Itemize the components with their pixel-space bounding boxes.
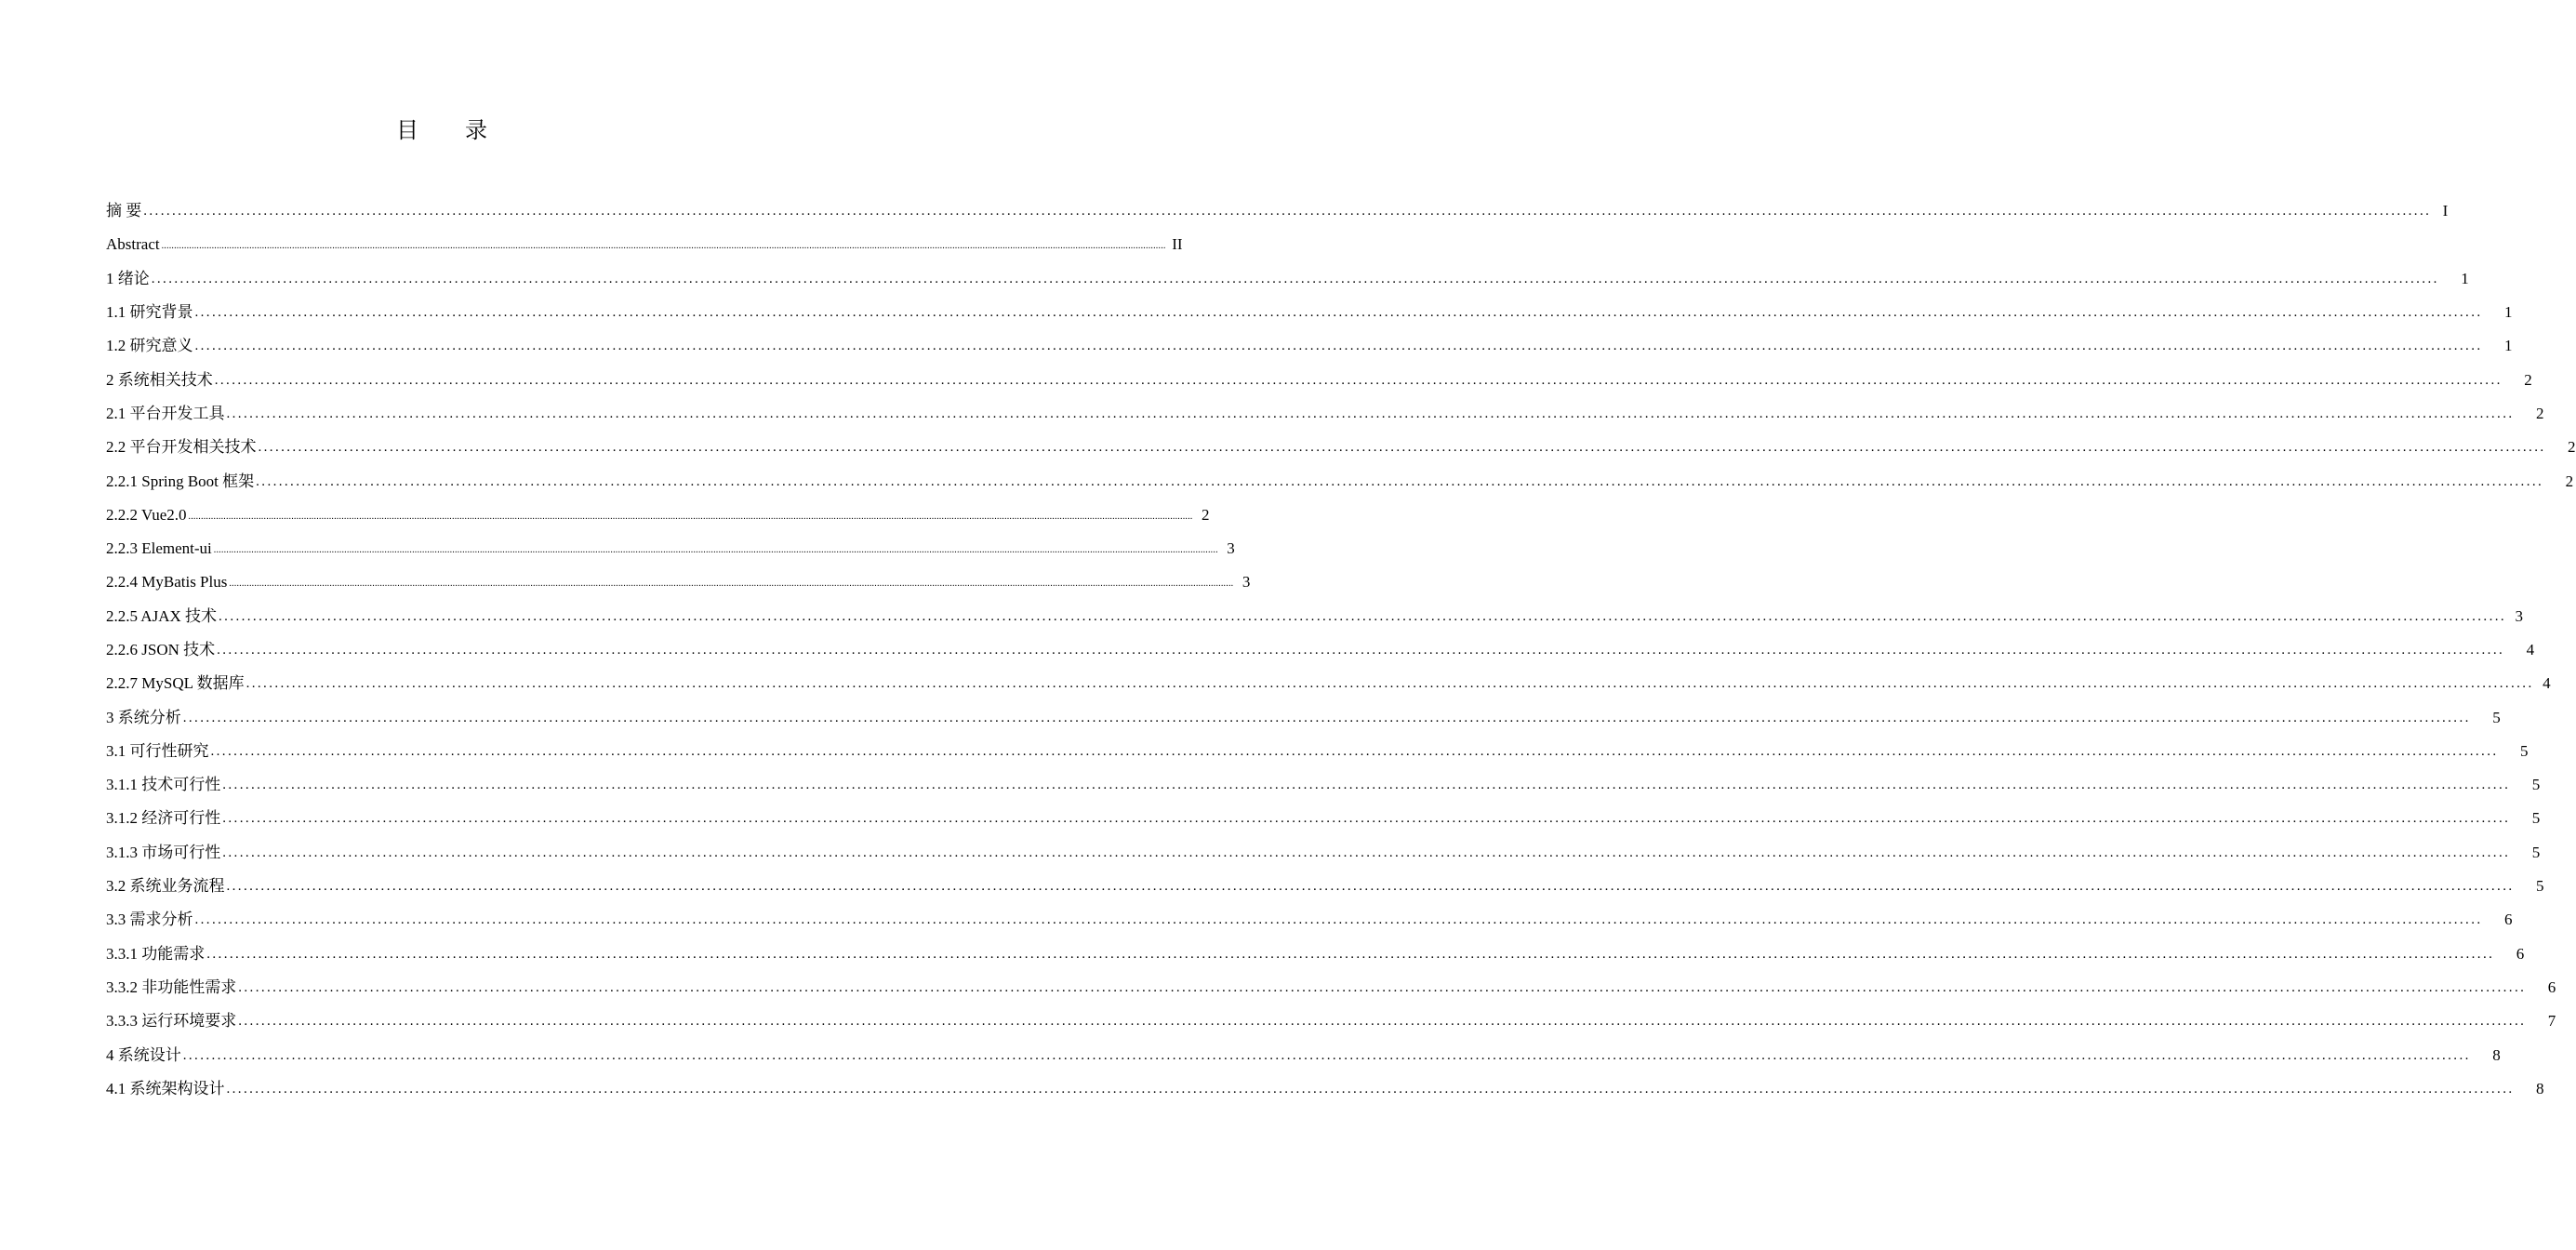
toc-entry-label: 摘 要 (106, 202, 142, 220)
toc-dot-leader: ................................................................................................................................................................................................................................................................................................................................................................................................................ (222, 778, 2511, 793)
toc-entry-label: 3.3.3 运行环境要求 (106, 1012, 237, 1031)
toc-entry-page: 6 (2504, 911, 2513, 929)
toc-entry[interactable] (106, 329, 2513, 363)
toc-entry-label: 1 绪论 (106, 269, 150, 287)
toc-entry[interactable] (106, 1038, 2501, 1071)
toc-dot-leader: ................................................................................................................................................................................................................................................................................................................................................................................................................ (143, 204, 2432, 219)
toc-entry-page: I (2442, 202, 2449, 220)
toc-entry-page: 5 (2520, 741, 2529, 760)
toc-entry-page: 2 (2524, 370, 2532, 389)
toc-entry-page: 7 (2547, 1012, 2556, 1031)
toc-dot-leader: ................................................................................................................................................................................................................................................................................................................................................................................................................ (217, 643, 2505, 658)
toc-entry-page: 2 (2565, 472, 2574, 490)
toc-entry-label: 2.2.4 MyBatis Plus (106, 573, 228, 592)
toc-entry[interactable] (106, 262, 2469, 296)
toc-dot-leader: ................................................................................................................................................................................................................................................................................................................................................................................................................ (226, 1081, 2515, 1097)
toc-entry-page: 2 (1202, 505, 1210, 524)
toc-entry-label: 3.3 需求分析 (106, 911, 193, 929)
toc-entry-label: 2.2.7 MySQL 数据库 (106, 674, 245, 693)
toc-entry[interactable] (106, 903, 2513, 937)
toc-entry-page: 3 (2515, 606, 2524, 625)
toc-entry[interactable] (106, 870, 2544, 903)
toc-dot-leader: ................................................................................................................................................................................................................................................................................................................................................................................................................ (206, 946, 2495, 962)
toc-entry-page: 8 (2536, 1079, 2544, 1097)
toc-entry[interactable] (106, 938, 2525, 971)
toc-dot-leader: ................................................................................................................................................................................................................................................................................................................................................................................................................ (226, 879, 2515, 895)
toc-dot-leader: ................................................................................................................................................................................................................................................................................................................................................................................................................ (194, 339, 2483, 354)
toc-dot-leader: ................................................................................................................................................................................................................................................................................................................................................................................................................ (214, 372, 2503, 388)
table-of-contents (106, 194, 2576, 1106)
toc-entry[interactable] (106, 700, 2501, 734)
toc-dot-leader: ................................................................................................................................................................................................................................................................................................................................................................................................................ (194, 912, 2483, 928)
toc-entry-label: 2 系统相关技术 (106, 370, 213, 389)
toc-entry-page: 5 (2531, 776, 2541, 794)
toc-entry[interactable] (106, 633, 2535, 667)
page-title: 目 录 (396, 119, 508, 143)
toc-dot-leader: ................................................................................................................................................................................................................................................................................................................................................................................................................ (210, 743, 2499, 759)
toc-dot-leader: ................................................................................................................................................................................................................................................................................................................................................................................................................ (182, 710, 2471, 725)
toc-entry-label: 4.1 系统架构设计 (106, 1079, 225, 1097)
toc-dot-leader: ................................................................................................................................................................................................................................................................................................................................................................................................................ (238, 1014, 2527, 1030)
toc-entry-page: 1 (2461, 269, 2469, 287)
toc-dot-leader: ................................................................................................................................................................................................................................................................................................................................................................................................................ (229, 578, 1234, 590)
toc-entry-page: 2 (2536, 404, 2544, 422)
toc-dot-leader: ................................................................................................................................................................................................................................................................................................................................................................................................................ (188, 511, 1193, 522)
toc-dot-leader: ................................................................................................................................................................................................................................................................................................................................................................................................................ (182, 1047, 2471, 1063)
toc-entry-label: Abstract (106, 235, 160, 254)
toc-entry-page: 5 (2536, 877, 2544, 896)
toc-entry[interactable] (106, 397, 2544, 431)
toc-entry-page: 3 (1227, 539, 1235, 558)
toc-entry-page: 5 (2492, 708, 2501, 726)
toc-entry-page: 6 (2547, 977, 2556, 996)
toc-dot-leader: ................................................................................................................................................................................................................................................................................................................................................................................................................ (226, 406, 2515, 421)
toc-entry-label: 3.2 系统业务流程 (106, 877, 225, 896)
toc-entry-label: 2.2.2 Vue2.0 (106, 505, 187, 524)
toc-entry[interactable] (106, 735, 2529, 768)
toc-entry-label: 4 系统设计 (106, 1045, 181, 1064)
toc-entry[interactable] (106, 194, 2449, 228)
toc-entry[interactable] (106, 1072, 2544, 1106)
toc-dot-leader: ................................................................................................................................................................................................................................................................................................................................................................................................................ (151, 271, 2439, 286)
toc-entry-page: 3 (1242, 573, 1251, 592)
toc-entry[interactable] (106, 565, 1251, 599)
toc-entry[interactable] (106, 768, 2541, 802)
toc-entry-page: 1 (2504, 303, 2513, 322)
toc-entry[interactable] (106, 836, 2541, 870)
toc-entry-page: 4 (2526, 641, 2535, 658)
toc-entry[interactable] (106, 464, 2574, 498)
toc-entry-label: 3.1.2 经济可行性 (106, 809, 221, 828)
toc-entry-label: 2.1 平台开发工具 (106, 404, 225, 422)
toc-entry[interactable] (106, 363, 2532, 396)
toc-entry-label: 2.2.3 Element-ui (106, 539, 212, 558)
toc-dot-leader: ................................................................................................................................................................................................................................................................................................................................................................................................................ (161, 241, 1166, 252)
toc-entry-label: 3 系统分析 (106, 708, 181, 726)
toc-entry-label: 2.2.5 AJAX 技术 (106, 606, 218, 625)
toc-entry-page: 5 (2531, 809, 2541, 828)
toc-entry[interactable] (106, 431, 2576, 464)
toc-entry[interactable] (106, 228, 1183, 261)
toc-entry[interactable] (106, 600, 2524, 633)
toc-dot-leader: ................................................................................................................................................................................................................................................................................................................................................................................................................ (258, 440, 2546, 456)
toc-entry-page: 4 (2543, 674, 2551, 693)
toc-dot-leader: ................................................................................................................................................................................................................................................................................................................................................................................................................ (219, 608, 2507, 624)
toc-entry-page: 6 (2516, 944, 2525, 963)
toc-entry-label: 2.2.6 JSON 技术 (106, 641, 216, 658)
toc-dot-leader: ................................................................................................................................................................................................................................................................................................................................................................................................................ (194, 305, 2483, 321)
toc-dot-leader: ................................................................................................................................................................................................................................................................................................................................................................................................................ (222, 811, 2511, 827)
toc-entry-page: 1 (2504, 337, 2513, 355)
toc-entry[interactable] (106, 532, 1235, 565)
toc-entry-label: 2.2.1 Spring Boot 框架 (106, 472, 255, 490)
toc-entry[interactable] (106, 499, 1210, 532)
toc-entry-label: 2.2 平台开发相关技术 (106, 438, 257, 457)
toc-entry-label: 1.2 研究意义 (106, 337, 193, 355)
toc-entry-page: 2 (2568, 438, 2576, 457)
toc-dot-leader: ................................................................................................................................................................................................................................................................................................................................................................................................................ (246, 676, 2534, 692)
toc-entry[interactable] (106, 971, 2556, 1004)
toc-entry[interactable] (106, 667, 2551, 700)
toc-entry[interactable] (106, 1004, 2556, 1038)
toc-entry-page: 8 (2492, 1045, 2501, 1064)
toc-entry-page: 5 (2531, 843, 2541, 861)
toc-dot-leader: ................................................................................................................................................................................................................................................................................................................................................................................................................ (213, 545, 1218, 556)
toc-dot-leader: ................................................................................................................................................................................................................................................................................................................................................................................................................ (256, 473, 2544, 489)
toc-entry-label: 3.1.3 市场可行性 (106, 843, 221, 861)
toc-entry[interactable] (106, 296, 2513, 329)
toc-entry-label: 3.3.1 功能需求 (106, 944, 206, 963)
toc-entry-label: 3.1.1 技术可行性 (106, 776, 221, 794)
toc-entry[interactable] (106, 802, 2541, 835)
toc-entry-page: II (1172, 235, 1183, 254)
toc-entry-label: 3.3.2 非功能性需求 (106, 977, 237, 996)
toc-entry-label: 3.1 可行性研究 (106, 741, 209, 760)
toc-entry-label: 1.1 研究背景 (106, 303, 193, 322)
toc-dot-leader: ................................................................................................................................................................................................................................................................................................................................................................................................................ (238, 979, 2527, 995)
toc-dot-leader: ................................................................................................................................................................................................................................................................................................................................................................................................................ (222, 844, 2511, 860)
